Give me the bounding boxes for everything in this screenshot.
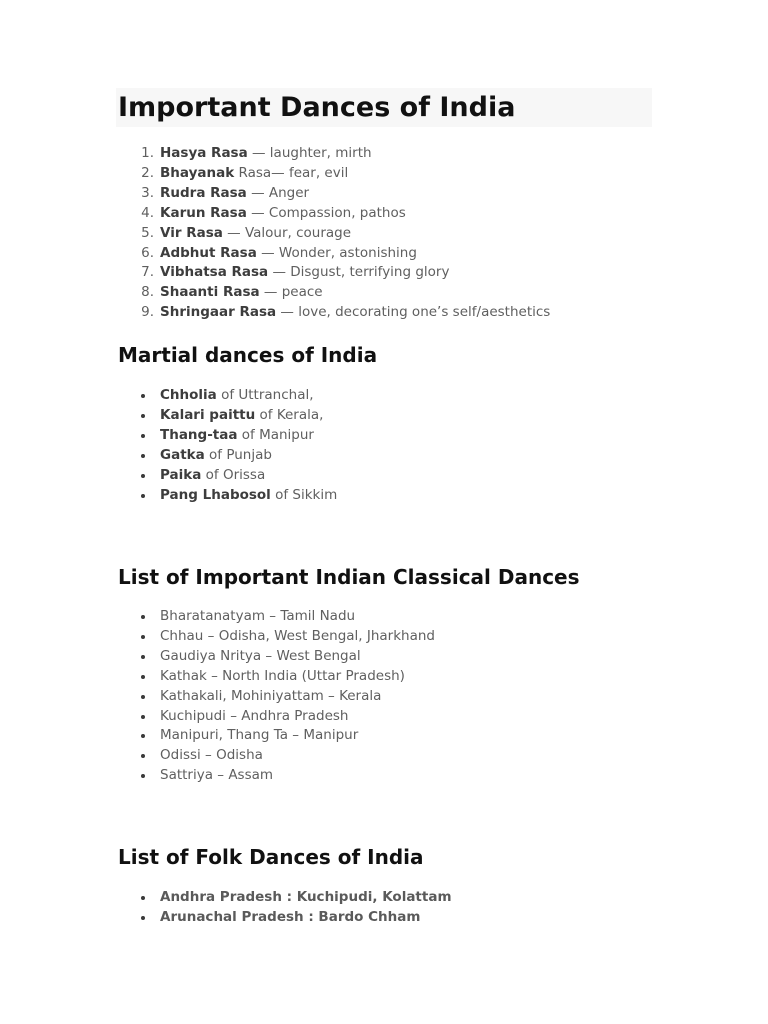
list-item: Gaudiya Nritya – West Bengal <box>160 647 435 667</box>
page-title: Important Dances of India <box>116 88 652 127</box>
list-item <box>141 244 550 264</box>
list-number: 7. <box>141 264 154 281</box>
folk-dance-entry: Arunachal Pradesh : Bardo Chham <box>160 908 421 925</box>
list-number: 9. <box>141 304 154 321</box>
list-item <box>160 406 337 426</box>
list-item: Bharatanatyam – Tamil Nadu <box>160 607 435 627</box>
rasa-name: Karun Rasa <box>160 204 247 221</box>
rasa-meaning: — Valour, courage <box>222 224 352 241</box>
rasa-list <box>141 144 551 323</box>
dance-region: of Punjab <box>204 446 272 463</box>
rasa-meaning: — love, decorating one’s self/aesthetics <box>276 304 551 321</box>
classical-dances-list <box>160 607 435 786</box>
classical-dances-heading: List of Important Indian Classical Dances <box>118 565 580 589</box>
list-item <box>160 908 452 928</box>
list-item <box>141 263 550 283</box>
list-number: 4. <box>141 204 154 221</box>
list-item <box>141 224 550 244</box>
dance-name: Chholia <box>160 387 217 403</box>
list-item <box>141 144 550 164</box>
dance-name: Pang Lhabosol <box>160 486 271 503</box>
list-number: 6. <box>141 244 154 261</box>
list-item: Odissi – Odisha <box>160 746 435 766</box>
dance-name: Gatka <box>160 446 205 463</box>
dance-region: of Kerala, <box>255 406 324 423</box>
list-number: 3. <box>141 184 154 201</box>
dance-region: of Uttranchal, <box>216 387 314 403</box>
list-item: Kathak – North India (Uttar Pradesh) <box>160 667 435 687</box>
list-item: Kuchipudi – Andhra Pradesh <box>160 707 435 727</box>
list-item <box>160 426 337 446</box>
list-item <box>141 283 550 303</box>
list-item <box>160 466 337 486</box>
rasa-meaning: — Disgust, terrifying glory <box>268 264 450 281</box>
martial-dances-list <box>160 386 337 505</box>
rasa-meaning: — laughter, mirth <box>247 145 372 161</box>
list-item <box>141 303 551 323</box>
rasa-name: Bhayanak <box>160 164 235 181</box>
dance-region: of Manipur <box>237 426 314 443</box>
list-item <box>160 888 452 908</box>
list-item <box>141 164 550 184</box>
dance-name: Paika <box>160 466 202 483</box>
rasa-name: Vir Rasa <box>160 224 223 241</box>
rasa-name: Adbhut Rasa <box>160 244 257 261</box>
rasa-meaning: — peace <box>259 284 323 301</box>
folk-dances-list <box>160 888 452 928</box>
list-item <box>160 446 337 466</box>
list-number: 2. <box>141 164 154 181</box>
rasa-name: Shaanti Rasa <box>160 284 260 301</box>
rasa-meaning: — Compassion, pathos <box>246 204 406 221</box>
rasa-name: Shringaar Rasa <box>160 304 277 321</box>
list-item <box>160 386 337 406</box>
list-number: 8. <box>141 284 154 301</box>
list-item: Chhau – Odisha, West Bengal, Jharkhand <box>160 627 435 647</box>
dance-region: of Sikkim <box>270 486 338 503</box>
rasa-meaning: — Wonder, astonishing <box>256 244 417 261</box>
list-item <box>141 184 550 204</box>
dance-name: Thang-taa <box>160 426 238 443</box>
folk-dance-entry: Andhra Pradesh : Kuchipudi, Kolattam <box>160 889 452 905</box>
list-item: Kathakali, Mohiniyattam – Kerala <box>160 687 435 707</box>
rasa-meaning: Rasa— fear, evil <box>234 164 349 181</box>
list-number: 5. <box>141 224 154 241</box>
list-item: Manipuri, Thang Ta – Manipur <box>160 726 435 746</box>
dance-region: of Orissa <box>201 466 266 483</box>
list-item: Sattriya – Assam <box>160 766 435 786</box>
rasa-meaning: — Anger <box>246 184 310 201</box>
list-item <box>160 486 337 506</box>
dance-name: Kalari paittu <box>160 406 256 423</box>
rasa-name: Vibhatsa Rasa <box>160 264 269 281</box>
list-item <box>141 204 550 224</box>
martial-dances-heading: Martial dances of India <box>118 343 378 367</box>
rasa-name: Hasya Rasa <box>160 145 248 161</box>
list-number: 1. <box>141 145 154 161</box>
folk-dances-heading: List of Folk Dances of India <box>118 845 424 869</box>
rasa-name: Rudra Rasa <box>160 184 247 201</box>
